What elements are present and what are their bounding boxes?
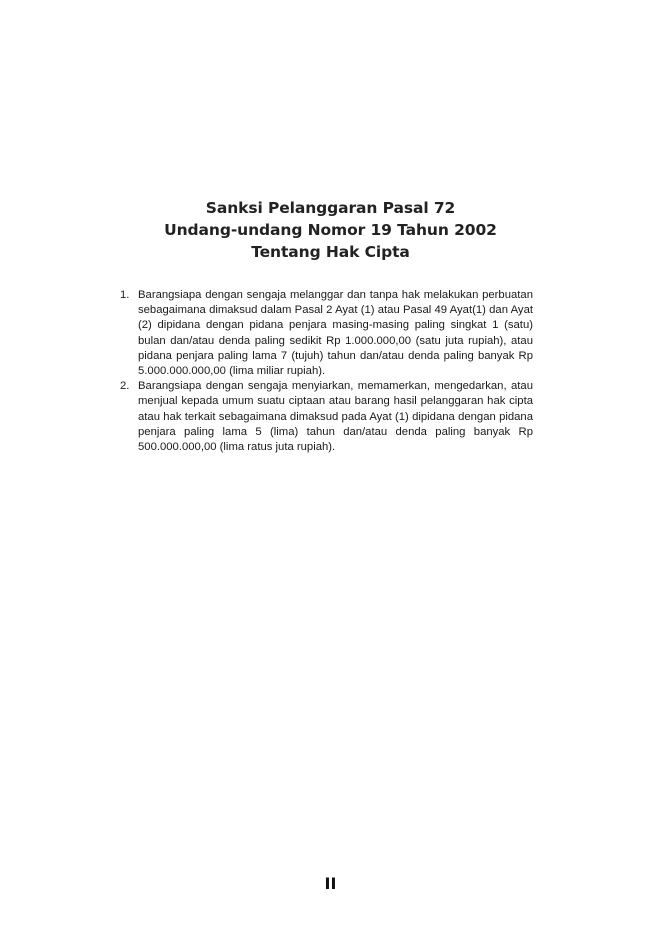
list-item — [120, 379, 533, 455]
title-line-1: Sanksi Pelanggaran Pasal 72 — [205, 199, 456, 217]
list-item-text: Barangsiapa dengan sengaja melanggar dan tanpa hak melakukan perbuatan sebagaimana dimaksud dalam Pasal 2 Ayat (1) atau Pasal 49 Ayat(1) dan Ayat (2) dipidana dengan pidana penjara masing-masing paling singkat 1 (satu) bulan dan/atau denda paling sedikit Rp 1.000.000,00 (satu juta rupiah), atau pidana penjara paling lama 7 (tujuh) tahun dan/atau denda paling banyak Rp 5.000.000.000,00 (lima miliar rupiah). — [138, 289, 533, 378]
list-item — [120, 288, 533, 379]
title-line-3: Tentang Hak Cipta — [251, 243, 410, 261]
list-item-text: Barangsiapa dengan sengaja menyiarkan, memamerkan, mengedarkan, atau menjual kepada umum suatu ciptaan atau barang hasil pelanggaran hak cipta atau hak terkait sebagaimana dimaksud pada Ayat (1) dipidana dengan pidana penjara paling lama 5 (lima) tahun dan/atau denda paling banyak Rp 500.000.000,00 (lima ratus juta rupiah). — [138, 380, 533, 454]
sanction-list — [120, 288, 533, 455]
page-number: II — [324, 874, 337, 893]
title-line-2: Undang-undang Nomor 19 Tahun 2002 — [164, 221, 497, 239]
list-item-number: 1. — [120, 289, 130, 301]
list-item-number: 2. — [120, 380, 130, 393]
document-title — [0, 197, 661, 263]
